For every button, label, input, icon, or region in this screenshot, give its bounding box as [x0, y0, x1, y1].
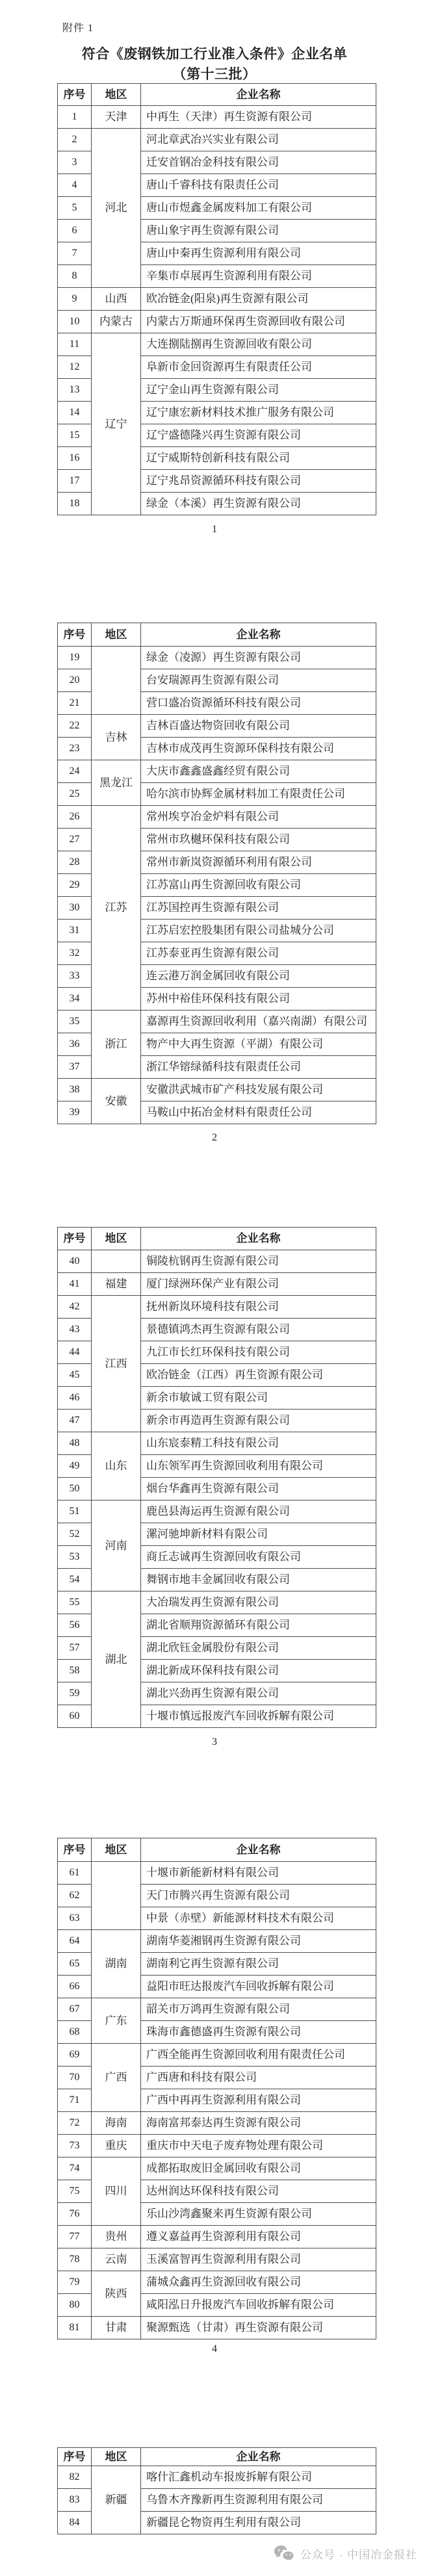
company-name-cell: 新余市敏诚工贸有限公司 — [141, 1387, 376, 1410]
company-name-cell: 珠海市鑫德盛再生资源有限公司 — [141, 2021, 376, 2044]
company-name-cell: 山东宸泰精工科技有限公司 — [141, 1432, 376, 1455]
row-index-cell: 55 — [58, 1591, 92, 1614]
company-name-cell: 内蒙古万斯通环保再生资源回收有限公司 — [141, 311, 376, 333]
company-name-cell: 辽宁威斯特创新科技有限公司 — [141, 447, 376, 470]
table-row — [58, 1250, 376, 1273]
row-index-cell: 82 — [58, 2466, 92, 2489]
row-index-cell: 81 — [58, 2317, 92, 2339]
table-row — [58, 1432, 376, 1455]
company-name-cell: 新疆昆仑物资再生利用有限公司 — [141, 2512, 376, 2534]
table-header-row — [58, 84, 376, 106]
row-index-cell: 17 — [58, 470, 92, 493]
row-index-cell: 29 — [58, 874, 92, 897]
row-index-cell: 8 — [58, 265, 92, 288]
row-index-cell: 22 — [58, 715, 92, 738]
company-header: 企业名称 — [141, 623, 376, 647]
region-cell: 山西 — [92, 288, 141, 311]
company-table-page-3 — [57, 1227, 377, 1728]
table-row — [58, 1930, 376, 1953]
row-index-cell: 59 — [58, 1682, 92, 1705]
page-number: 2 — [212, 1132, 217, 1143]
region-cell: 河南 — [92, 1501, 141, 1591]
region-cell: 海南 — [92, 2112, 141, 2135]
row-index-cell: 62 — [58, 1885, 92, 1907]
index-header: 序号 — [58, 623, 92, 647]
page-number: 1 — [212, 524, 217, 535]
company-name-cell: 欧冶链金（江西）再生资源有限公司 — [141, 1364, 376, 1387]
region-cell: 福建 — [92, 1273, 141, 1296]
row-index-cell: 44 — [58, 1341, 92, 1364]
company-name-cell: 蒲城众鑫再生资源回收有限公司 — [141, 2271, 376, 2294]
row-index-cell: 12 — [58, 356, 92, 379]
row-index-cell: 25 — [58, 783, 92, 806]
company-name-cell: 大冶瑞发再生资源有限公司 — [141, 1591, 376, 1614]
region-cell: 山东 — [92, 1432, 141, 1501]
company-name-cell: 江苏富山再生资源回收有限公司 — [141, 874, 376, 897]
company-header: 企业名称 — [141, 1228, 376, 1250]
row-index-cell: 18 — [58, 493, 92, 515]
company-name-cell: 唐山象宇再生资源有限公司 — [141, 220, 376, 242]
company-name-cell: 韶关市万鸿再生资源有限公司 — [141, 1998, 376, 2021]
company-name-cell: 商丘志诚再生资源回收有限公司 — [141, 1546, 376, 1569]
table-row — [58, 1296, 376, 1319]
company-name-cell: 辽宁盛德隆兴再生资源有限公司 — [141, 424, 376, 447]
table-row — [58, 106, 376, 129]
row-index-cell: 65 — [58, 1953, 92, 1976]
row-index-cell: 67 — [58, 1998, 92, 2021]
footer-publisher-text: 公众号 · 中国冶金报社 — [300, 2549, 417, 2561]
row-index-cell: 33 — [58, 965, 92, 988]
company-name-cell: 达州润达环保科技有限公司 — [141, 2180, 376, 2203]
row-index-cell: 58 — [58, 1660, 92, 1682]
company-name-cell: 十堰市慎远报废汽车回收拆解有限公司 — [141, 1705, 376, 1728]
row-index-cell: 5 — [58, 197, 92, 220]
row-index-cell: 52 — [58, 1523, 92, 1546]
company-name-cell: 江苏国控再生资源有限公司 — [141, 897, 376, 920]
row-index-cell: 49 — [58, 1455, 92, 1478]
row-index-cell: 72 — [58, 2112, 92, 2135]
company-name-cell: 广西全能再生资源回收利用有限责任公司 — [141, 2044, 376, 2067]
company-name-cell: 唐山市煜鑫金属废料加工有限公司 — [141, 197, 376, 220]
row-index-cell: 46 — [58, 1387, 92, 1410]
region-cell: 内蒙古 — [92, 311, 141, 333]
table-row — [58, 1591, 376, 1614]
company-table-page-4 — [57, 1838, 377, 2339]
company-name-cell: 马鞍山中拓冶金材料有限责任公司 — [141, 1101, 376, 1124]
table-row — [58, 2248, 376, 2271]
region-cell: 湖南 — [92, 1930, 141, 1998]
row-index-cell: 68 — [58, 2021, 92, 2044]
table-header-row — [58, 1228, 376, 1250]
company-name-cell: 乐山沙湾鑫聚来再生资源有限公司 — [141, 2203, 376, 2226]
document-subtitle: （第十三批） — [172, 66, 257, 82]
company-name-cell: 迁安首钢冶金科技有限公司 — [141, 151, 376, 174]
row-index-cell: 35 — [58, 1011, 92, 1033]
company-name-cell: 物产中大再生资源（平湖）有限公司 — [141, 1033, 376, 1056]
region-cell: 辽宁 — [92, 333, 141, 515]
table-row — [58, 647, 376, 669]
row-index-cell: 30 — [58, 897, 92, 920]
company-name-cell: 安徽洪武城市矿产科技发展有限公司 — [141, 1079, 376, 1101]
company-name-cell: 聚源甄选（甘肃）再生资源有限公司 — [141, 2317, 376, 2339]
company-name-cell: 鹿邑县海运再生资源有限公司 — [141, 1501, 376, 1523]
region-cell: 天津 — [92, 106, 141, 129]
company-name-cell: 常州市玖樾环保科技有限公司 — [141, 829, 376, 851]
company-name-cell: 新余市再造再生资源有限公司 — [141, 1410, 376, 1432]
company-name-cell: 益阳市旺达报废汽车回收拆解有限公司 — [141, 1976, 376, 1998]
company-name-cell: 山东领军再生资源回收利用有限公司 — [141, 1455, 376, 1478]
region-cell: 河北 — [92, 129, 141, 288]
company-name-cell: 辽宁兆昂资源循环科技有限公司 — [141, 470, 376, 493]
table-row — [58, 806, 376, 829]
region-cell: 黑龙江 — [92, 760, 141, 806]
region-cell — [92, 1862, 141, 1930]
company-name-cell: 绿金（凌源）再生资源有限公司 — [141, 647, 376, 669]
company-name-cell: 中景（赤壁）新能源材料技术有限公司 — [141, 1907, 376, 1930]
row-index-cell: 37 — [58, 1056, 92, 1079]
region-cell — [92, 1250, 141, 1273]
footer — [274, 2545, 417, 2562]
company-name-cell: 广西中再再生资源利用有限公司 — [141, 2089, 376, 2112]
company-name-cell: 吉林百盛达物资回收有限公司 — [141, 715, 376, 738]
page-number: 4 — [212, 2343, 217, 2354]
row-index-cell: 14 — [58, 402, 92, 424]
row-index-cell: 7 — [58, 242, 92, 265]
row-index-cell: 43 — [58, 1319, 92, 1341]
row-index-cell: 26 — [58, 806, 92, 829]
company-header: 企业名称 — [141, 2448, 376, 2466]
table-row — [58, 2226, 376, 2248]
company-name-cell: 九江市长红环保科技有限公司 — [141, 1341, 376, 1364]
company-name-cell: 湖北欣钰金属股份有限公司 — [141, 1637, 376, 1660]
region-cell: 云南 — [92, 2248, 141, 2271]
company-header: 企业名称 — [141, 84, 376, 106]
row-index-cell: 80 — [58, 2294, 92, 2317]
row-index-cell: 79 — [58, 2271, 92, 2294]
table-row — [58, 333, 376, 356]
row-index-cell: 4 — [58, 174, 92, 197]
region-cell: 安徽 — [92, 1079, 141, 1124]
company-name-cell: 唐山中秦再生资源利用有限公司 — [141, 242, 376, 265]
company-name-cell: 营口盛冶资源循环科技有限公司 — [141, 692, 376, 715]
row-index-cell: 19 — [58, 647, 92, 669]
row-index-cell: 71 — [58, 2089, 92, 2112]
company-header: 企业名称 — [141, 1838, 376, 1862]
row-index-cell: 48 — [58, 1432, 92, 1455]
table-header-row — [58, 2448, 376, 2466]
region-cell: 贵州 — [92, 2226, 141, 2248]
table-row — [58, 129, 376, 151]
table-row — [58, 2112, 376, 2135]
row-index-cell: 9 — [58, 288, 92, 311]
company-name-cell: 景德镇鸿杰再生资源有限公司 — [141, 1319, 376, 1341]
index-header: 序号 — [58, 1228, 92, 1250]
company-name-cell: 常州市新岚资源循环利用有限公司 — [141, 851, 376, 874]
region-cell: 新疆 — [92, 2466, 141, 2534]
company-name-cell: 乌鲁木齐豫新再生资源利用有限公司 — [141, 2489, 376, 2512]
company-name-cell: 咸阳泓日升报废汽车回收拆解有限公司 — [141, 2294, 376, 2317]
company-name-cell: 广西唐和科技有限公司 — [141, 2067, 376, 2089]
row-index-cell: 2 — [58, 129, 92, 151]
row-index-cell: 73 — [58, 2135, 92, 2157]
company-name-cell: 嘉源再生资源回收利用（嘉兴南湖）有限公司 — [141, 1011, 376, 1033]
row-index-cell: 15 — [58, 424, 92, 447]
row-index-cell: 31 — [58, 920, 92, 942]
region-cell: 湖北 — [92, 1591, 141, 1728]
row-index-cell: 50 — [58, 1478, 92, 1501]
company-name-cell: 遵义嘉益再生资源利用有限公司 — [141, 2226, 376, 2248]
table-header-row — [58, 1838, 376, 1862]
row-index-cell: 11 — [58, 333, 92, 356]
row-index-cell: 36 — [58, 1033, 92, 1056]
row-index-cell: 69 — [58, 2044, 92, 2067]
company-name-cell: 玉溪富智再生资源利用有限公司 — [141, 2248, 376, 2271]
region-cell: 甘肃 — [92, 2317, 141, 2339]
company-name-cell: 浙江华镕绿循科技有限责任公司 — [141, 1056, 376, 1079]
row-index-cell: 51 — [58, 1501, 92, 1523]
row-index-cell: 10 — [58, 311, 92, 333]
region-cell: 广东 — [92, 1998, 141, 2044]
row-index-cell: 32 — [58, 942, 92, 965]
attachment-label: 附件 1 — [62, 23, 94, 34]
company-name-cell: 唐山千睿科技有限责任公司 — [141, 174, 376, 197]
index-header: 序号 — [58, 2448, 92, 2466]
row-index-cell: 53 — [58, 1546, 92, 1569]
row-index-cell: 13 — [58, 379, 92, 402]
row-index-cell: 23 — [58, 738, 92, 760]
index-header: 序号 — [58, 1838, 92, 1862]
company-name-cell: 大连捌陆捌再生资源回收有限公司 — [141, 333, 376, 356]
row-index-cell: 3 — [58, 151, 92, 174]
company-name-cell: 十堰市新能新材料有限公司 — [141, 1862, 376, 1885]
company-table-page-2 — [57, 623, 377, 1124]
region-cell: 重庆 — [92, 2135, 141, 2157]
company-name-cell: 辽宁金山再生资源有限公司 — [141, 379, 376, 402]
region-header: 地区 — [92, 1838, 141, 1862]
table-row — [58, 715, 376, 738]
row-index-cell: 16 — [58, 447, 92, 470]
company-name-cell: 江苏启宏控股集团有限公司盐城分公司 — [141, 920, 376, 942]
index-header: 序号 — [58, 84, 92, 106]
table-row — [58, 2271, 376, 2294]
document-title: 符合《废钢铁加工行业准入条件》企业名单 — [81, 46, 348, 62]
table-row — [58, 2317, 376, 2339]
row-index-cell: 21 — [58, 692, 92, 715]
row-index-cell: 61 — [58, 1862, 92, 1885]
company-name-cell: 海南富邦泰达再生资源有限公司 — [141, 2112, 376, 2135]
company-name-cell: 湖南华菱湘钢再生资源有限公司 — [141, 1930, 376, 1953]
company-name-cell: 湖北新成环保科技有限公司 — [141, 1660, 376, 1682]
row-index-cell: 45 — [58, 1364, 92, 1387]
row-index-cell: 6 — [58, 220, 92, 242]
row-index-cell: 1 — [58, 106, 92, 129]
table-row — [58, 1011, 376, 1033]
company-name-cell: 河北章武冶兴实业有限公司 — [141, 129, 376, 151]
row-index-cell: 66 — [58, 1976, 92, 1998]
row-index-cell: 27 — [58, 829, 92, 851]
region-header: 地区 — [92, 1228, 141, 1250]
row-index-cell: 56 — [58, 1614, 92, 1637]
row-index-cell: 84 — [58, 2512, 92, 2534]
row-index-cell: 83 — [58, 2489, 92, 2512]
company-table-page-1 — [57, 83, 377, 515]
company-name-cell: 连云港万润金属回收有限公司 — [141, 965, 376, 988]
wechat-icon — [274, 2545, 294, 2562]
company-name-cell: 江苏泰亚再生资源有限公司 — [141, 942, 376, 965]
row-index-cell: 41 — [58, 1273, 92, 1296]
table-row — [58, 2135, 376, 2157]
row-index-cell: 63 — [58, 1907, 92, 1930]
region-cell: 吉林 — [92, 715, 141, 760]
row-index-cell: 28 — [58, 851, 92, 874]
table-row — [58, 2157, 376, 2180]
region-header: 地区 — [92, 2448, 141, 2466]
table-row — [58, 288, 376, 311]
table-row — [58, 1273, 376, 1296]
company-name-cell: 绿金（本溪）再生资源有限公司 — [141, 493, 376, 515]
company-name-cell: 台安瑞源再生资源有限公司 — [141, 669, 376, 692]
company-name-cell: 辽宁康宏新材料技术推广服务有限公司 — [141, 402, 376, 424]
company-name-cell: 阜新市金回资源再生有限责任公司 — [141, 356, 376, 379]
table-row — [58, 2466, 376, 2489]
row-index-cell: 40 — [58, 1250, 92, 1273]
company-name-cell: 湖北省顺翔资源循环有限公司 — [141, 1614, 376, 1637]
table-row — [58, 1862, 376, 1885]
company-name-cell: 烟台华鑫再生资源有限公司 — [141, 1478, 376, 1501]
table-row — [58, 2044, 376, 2067]
region-cell: 陕西 — [92, 2271, 141, 2317]
row-index-cell: 57 — [58, 1637, 92, 1660]
company-name-cell: 吉林市成茂再生资源环保科技有限公司 — [141, 738, 376, 760]
row-index-cell: 47 — [58, 1410, 92, 1432]
company-name-cell: 铜陵杭钢再生资源有限公司 — [141, 1250, 376, 1273]
table-header-row — [58, 623, 376, 647]
region-header: 地区 — [92, 84, 141, 106]
row-index-cell: 38 — [58, 1079, 92, 1101]
table-row — [58, 1998, 376, 2021]
row-index-cell: 54 — [58, 1569, 92, 1591]
company-name-cell: 哈尔滨市协辉金属材料加工有限责任公司 — [141, 783, 376, 806]
company-name-cell: 常州埃亨冶金炉料有限公司 — [141, 806, 376, 829]
company-name-cell: 抚州新岚环境科技有限公司 — [141, 1296, 376, 1319]
company-name-cell: 欧冶链金(阳泉)再生资源有限公司 — [141, 288, 376, 311]
company-name-cell: 苏州中裕佳环保科技有限公司 — [141, 988, 376, 1011]
region-cell: 江苏 — [92, 806, 141, 1011]
row-index-cell: 24 — [58, 760, 92, 783]
row-index-cell: 34 — [58, 988, 92, 1011]
company-name-cell: 成都拓取废旧金属回收有限公司 — [141, 2157, 376, 2180]
region-header: 地区 — [92, 623, 141, 647]
row-index-cell: 77 — [58, 2226, 92, 2248]
company-name-cell: 天门市腾兴再生资源有限公司 — [141, 1885, 376, 1907]
table-row — [58, 760, 376, 783]
company-name-cell: 中再生（天津）再生资源有限公司 — [141, 106, 376, 129]
row-index-cell: 74 — [58, 2157, 92, 2180]
region-cell: 四川 — [92, 2157, 141, 2226]
company-name-cell: 厦门绿洲环保产业有限公司 — [141, 1273, 376, 1296]
region-cell: 浙江 — [92, 1011, 141, 1079]
company-name-cell: 湖北兴劲再生资源有限公司 — [141, 1682, 376, 1705]
region-cell: 广西 — [92, 2044, 141, 2112]
company-name-cell: 舞钢市地丰金属回收有限公司 — [141, 1569, 376, 1591]
company-name-cell: 湖南利它再生资源有限公司 — [141, 1953, 376, 1976]
row-index-cell: 64 — [58, 1930, 92, 1953]
company-name-cell: 辛集市卓展再生资源利用有限公司 — [141, 265, 376, 288]
company-name-cell: 重庆市中天电子废弃物处理有限公司 — [141, 2135, 376, 2157]
table-row — [58, 1501, 376, 1523]
company-table-page-5 — [57, 2447, 377, 2534]
row-index-cell: 78 — [58, 2248, 92, 2271]
company-name-cell: 漯河驰坤新材料有限公司 — [141, 1523, 376, 1546]
row-index-cell: 76 — [58, 2203, 92, 2226]
row-index-cell: 42 — [58, 1296, 92, 1319]
company-name-cell: 大庆市鑫鑫盛鑫经贸有限公司 — [141, 760, 376, 783]
company-name-cell: 喀什汇鑫机动车报废拆解有限公司 — [141, 2466, 376, 2489]
row-index-cell: 20 — [58, 669, 92, 692]
region-cell: 江西 — [92, 1296, 141, 1432]
row-index-cell: 60 — [58, 1705, 92, 1728]
table-row — [58, 311, 376, 333]
page-number: 3 — [212, 1736, 217, 1747]
row-index-cell: 70 — [58, 2067, 92, 2089]
region-cell — [92, 647, 141, 715]
row-index-cell: 75 — [58, 2180, 92, 2203]
table-row — [58, 1079, 376, 1101]
row-index-cell: 39 — [58, 1101, 92, 1124]
